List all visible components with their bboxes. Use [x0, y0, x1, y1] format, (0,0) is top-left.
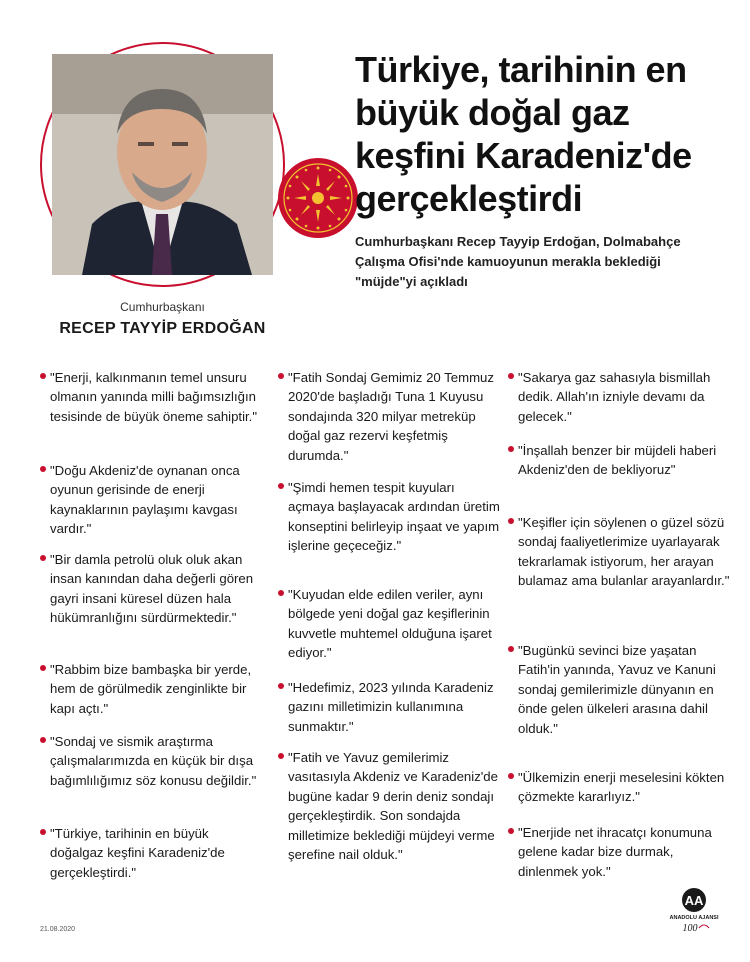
- quote-item: "Rabbim bize bambaşka bir yerde, hem de görülmedik zenginlikte bir kapı açtı.": [40, 660, 265, 718]
- quote-item: "Enerjide net ihracatçı konumuna gelene kadar bize durmak, dinlenmek yok.": [508, 823, 733, 881]
- quote-item: "Hedefimiz, 2023 yılında Karadeniz gazını milletimizin kullanımına sunmaktır.": [278, 678, 503, 736]
- svg-text:100: 100: [682, 923, 698, 934]
- svg-text:AA: AA: [684, 893, 704, 908]
- quote-item: "Bir damla petrolü oluk oluk akan insan kanından daha değerli gören gayri insani küresel düzen hala hükümranlığını sürdürmektedir.": [40, 550, 265, 628]
- quote-item: "Kuyudan elde edilen veriler, aynı bölgede yeni doğal gaz keşiflerinin kuvvetle muhtemel olduğuna işaret ediyor.": [278, 585, 503, 663]
- publish-date: 21.08.2020: [40, 926, 76, 933]
- page-title: Türkiye, tarihinin en büyük doğal gaz keşfini Karadeniz'de gerçekleştirdi: [355, 49, 692, 219]
- presidential-seal-icon: [278, 158, 358, 238]
- quote-item: "Türkiye, tarihinin en büyük doğalgaz keşfini Karadeniz'de gerçekleştirdi.": [40, 824, 265, 882]
- quote-item: "Bugünkü sevinci bize yaşatan Fatih'in yanında, Yavuz ve Kanuni sondaj gemilerimizle dünyanın en önde gelen ülkeleri arasına dahil olduk.": [508, 641, 733, 738]
- svg-text:ANADOLU AJANSI: ANADOLU AJANSI: [669, 915, 719, 921]
- person-caption: [40, 300, 285, 338]
- anadolu-agency-logo-icon: [669, 886, 719, 936]
- page-subtitle: Cumhurbaşkanı Recep Tayyip Erdoğan, Dolmabahçe Çalışma Ofisi'nde kamuoyunun merakla beklediği "müjde"yi açıkladı: [355, 234, 681, 289]
- portrait-photo: [52, 54, 273, 275]
- person-name: RECEP TAYYİP ERDOĞAN: [59, 320, 266, 337]
- quote-item: "Ülkemizin enerji meselesini kökten çözmekte kararlıyız.": [508, 768, 733, 807]
- quote-item: "Şimdi hemen tespit kuyuları açmaya başlayacak ardından üretim konseptini belirleyip inşaat ve yapım işlerine geçeceğiz.": [278, 478, 503, 556]
- quote-item: "Enerji, kalkınmanın temel unsuru olmanın yanında milli bağımsızlığın tesisinde de büyük öneme sahiptir.": [40, 368, 265, 426]
- person-role: Cumhurbaşkanı: [120, 300, 205, 314]
- quote-item: "Doğu Akdeniz'de oynanan onca oyunun gerisinde de enerji kaynaklarının paylaşımı kavgası vardır.": [40, 461, 265, 539]
- quote-item: "Fatih ve Yavuz gemilerimiz vasıtasıyla Akdeniz ve Karadeniz'de bugüne kadar 9 derin deniz sondajı gerçekleştirdik. Son sondajda milletimize beklediği müjdeyi verme şerefine nail olduk.": [278, 748, 503, 864]
- portrait-frame: [40, 42, 285, 287]
- quote-item: "Sondaj ve sismik araştırma çalışmalarımızda en küçük bir dışa bağımlılığımız söz konusu değildir.": [40, 732, 265, 790]
- quote-item: "İnşallah benzer bir müjdeli haberi Akdeniz'den de bekliyoruz": [508, 441, 733, 480]
- person-silhouette: [52, 54, 273, 275]
- quote-item: "Fatih Sondaj Gemimiz 20 Temmuz 2020'de başladığı Tuna 1 Kuyusu sondajında 320 milyar metreküp doğal gaz rezervi keşfetmiş durumda.": [278, 368, 503, 465]
- quote-item: "Sakarya gaz sahasıyla bismillah dedik. Allah'ın izniyle devamı da gelecek.": [508, 368, 733, 426]
- quote-item: "Keşifler için söylenen o güzel sözü sondaj faaliyetlerimize uyarlayarak tekrarlamak istiyorum, her arayan bulamaz ama bulanlar arayanlardır.": [508, 513, 733, 591]
